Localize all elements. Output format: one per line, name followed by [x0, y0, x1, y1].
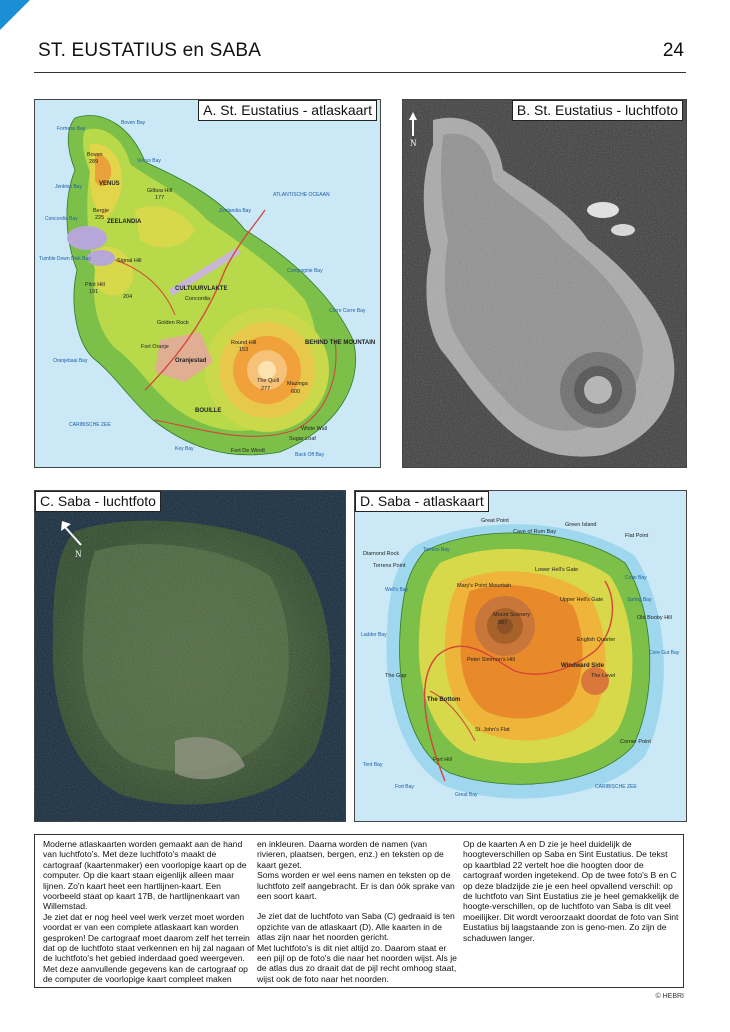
- panel-b-aerial-photo: [402, 99, 687, 468]
- map-label: Lower Hell's Gate: [535, 567, 579, 573]
- paragraph: Moderne atlaskaarten worden gemaakt aan de hand van luchtfoto's. Met deze luchtfoto's maakt de cartograaf (kaartenmaker) een voorlopige kaart op de computer. Op die kaart staan eigenlijk alleen maar lijnen. Zo'n kaart heet een hartlijnen-kaart. Een voorbeeld staat op kaart 17B, de hartlijnenkaart van Willemstad.: [43, 839, 247, 912]
- sea-label: CARIBISCHE ZEE: [69, 422, 111, 428]
- north-marker: N: [75, 549, 82, 559]
- sea-label: Zeelandia Bay: [219, 208, 251, 214]
- map-label: Cave of Rum Bay: [513, 529, 557, 535]
- paragraph: Op de kaarten A en D zie je heel duidelijk de hoogteverschillen op Saba en Sint Eustatius. De tekst op kaartblad 22 vertelt hoe die hoogten door de cartograaf worden ingetekend. Op de twee foto's B en C op deze bladzijde zie je een heel opvallend verschil: op de luchtfoto van Sint Eustatius zie je heel gemakkelijk de hoogte-verschillen, op de luchtfoto van Saba is dit veel moeilijker. Dit wordt veroorzaakt doordat de foto van Sint Eustatius bij laagstaande zon is geno-men. Zo zijn de schaduwen langer.: [463, 839, 679, 943]
- sea-label: Fortress Bay: [57, 126, 86, 132]
- paragraph: en inkleuren. Daarna worden de namen (van rivieren, plaatsen, bergen, enz.) en teksten op de kaart gezet.: [257, 839, 444, 870]
- map-label: Corner Point: [620, 739, 651, 745]
- saba-map: [355, 491, 686, 821]
- map-label: Signal Hill: [117, 258, 142, 264]
- map-label: Concordia: [185, 296, 211, 302]
- sea-label: Tent Bay: [363, 762, 383, 768]
- map-label: Round Hill: [231, 340, 257, 346]
- map-label: BEHIND THE MOUNTAIN: [305, 340, 376, 346]
- map-label: Sugar Loaf: [289, 436, 316, 442]
- paragraph: Je ziet dat er nog heel veel werk verzet moet worden voordat er van een complete atlaskaart kan worden gesproken! De cartograaf moet daarom zelf het terrein dat op de luchtfoto staat verkennen en hij zal nagaan of de luchtfoto's het gebied inderdaad goed weergeven. Met deze aanvullende gegevens kan de cartograaf op de computer de voorlopige kaart compleet maken: [43, 911, 255, 985]
- map-label: Windward Side: [561, 663, 604, 669]
- map-label: Fort De Windt: [231, 448, 265, 454]
- map-label: Upper Hell's Gate: [560, 597, 604, 603]
- map-label: 204: [123, 294, 133, 300]
- sea-label: Oranjebaai Bay: [53, 358, 88, 364]
- panel-d-label: D. Saba - atlaskaart: [355, 491, 489, 512]
- panel-d-atlas-map: [354, 490, 687, 822]
- st-eustatius-map: [35, 100, 380, 467]
- map-label: VENUS: [99, 181, 120, 187]
- map-label: Diamond Rock: [363, 551, 400, 557]
- map-label: Gilboa Hill: [147, 188, 173, 194]
- panel-c-aerial-photo: [34, 490, 346, 822]
- map-label: Green Island: [565, 522, 597, 528]
- map-label: Mount Scenery: [493, 612, 530, 618]
- sea-label: Fort Bay: [395, 784, 414, 790]
- sea-label: Spring Bay: [627, 597, 652, 603]
- sea-label: Tumble Down Dick Bay: [39, 256, 91, 262]
- map-label: Peter Simmon's Hill: [467, 657, 515, 663]
- map-label: The Bottom: [427, 697, 461, 703]
- sea-label: Cove Bay: [625, 575, 647, 581]
- map-label: 289: [89, 159, 99, 165]
- map-label: The Gap: [385, 673, 407, 679]
- page-title: ST. EUSTATIUS en SABA: [38, 40, 262, 61]
- panel-a-atlas-map: [34, 99, 381, 468]
- text-column-3: [463, 839, 679, 943]
- saba-photo: [35, 491, 345, 821]
- map-label: Old Booby Hill: [637, 615, 672, 621]
- map-label: 153: [239, 347, 249, 353]
- sea-label: ATLANTISCHE OCEAAN: [273, 192, 330, 198]
- map-label: Great Point: [481, 518, 509, 524]
- copyright: © HEBRI: [655, 993, 684, 1000]
- sea-label: Venus Bay: [137, 158, 161, 164]
- map-label: St. John's Flat: [475, 727, 510, 733]
- header-rule: [34, 72, 686, 73]
- sea-label: Back Off Bay: [295, 452, 325, 458]
- map-label: Oranjestad: [175, 358, 207, 364]
- text-column-1: [43, 839, 255, 985]
- map-label: 600: [291, 389, 301, 395]
- map-label: The Level: [591, 673, 616, 679]
- sea-label: Concordia Bay: [45, 216, 78, 222]
- map-label: BOUILLE: [195, 408, 222, 414]
- map-label: Fort Hill: [433, 757, 452, 763]
- panel-b-label: B. St. Eustatius - luchtfoto: [512, 100, 683, 121]
- sea-label: Corre Corre Bay: [329, 308, 366, 314]
- sea-label: Ladder Bay: [361, 632, 387, 638]
- sea-label: Great Bay: [455, 792, 478, 798]
- map-label: The Quill: [257, 378, 280, 384]
- map-label: Pilot Hill: [85, 282, 105, 288]
- map-label: Torrens Point: [373, 563, 406, 569]
- sea-label: Core Gut Bay: [649, 650, 680, 656]
- sea-label: Key Bay: [175, 446, 194, 452]
- map-label: English Quarter: [577, 637, 616, 643]
- map-label: 225: [95, 215, 105, 221]
- map-label: 277: [261, 386, 271, 392]
- sea-label: Well's Bay: [385, 587, 409, 593]
- map-label: Flat Point: [625, 533, 649, 539]
- sea-label: Compagnie Bay: [287, 268, 323, 274]
- map-label: 887: [498, 620, 508, 626]
- map-label: Mazinga: [287, 381, 308, 387]
- st-eustatius-photo: [403, 100, 686, 467]
- map-label: Mary's Point Mountain: [457, 583, 512, 589]
- map-label: Fort Oranje: [141, 344, 169, 350]
- map-label: Golden Rock: [157, 320, 189, 326]
- paragraph: Met luchtfoto's is dit niet altijd zo. Daarom staat er een pijl op de foto's die naar het noorden wijst. Als je de atlas dus zo draait dat de pijl recht omhoog staat, wijst ook de foto naar het noorden.: [257, 942, 457, 984]
- north-marker: N: [410, 138, 417, 148]
- map-label: CULTUURVLAKTE: [175, 286, 228, 292]
- map-label: White Wall: [301, 426, 328, 432]
- map-label: ZEELANDIA: [107, 219, 142, 225]
- map-label: Boven: [87, 152, 103, 158]
- map-label: Bergje: [93, 208, 109, 214]
- sea-label: Boven Bay: [121, 120, 146, 126]
- explanation-textbox: [34, 834, 684, 988]
- page-number: 24: [662, 40, 684, 61]
- map-label: 177: [155, 195, 165, 201]
- text-column-2: [257, 839, 457, 984]
- panel-a-label: A. St. Eustatius - atlaskaart: [198, 100, 377, 121]
- sea-label: CARIBISCHE ZEE: [595, 784, 637, 790]
- paragraph: Soms worden er wel eens namen en teksten op de luchtfoto zelf aangebracht. Er is dan óók sprake van een soort kaart.: [257, 870, 455, 902]
- paragraph: Je ziet dat de luchtfoto van Saba (C) gedraaid is ten opzichte van de atlaskaart (D). Alle kaarten in de atlas zijn naar het noorden gericht.: [257, 911, 455, 943]
- corner-accent: [0, 0, 30, 30]
- sea-label: Jenkins Bay: [55, 184, 82, 190]
- map-label: 191: [89, 289, 99, 295]
- sea-label: Torrens Bay: [423, 547, 450, 553]
- panel-c-label: C. Saba - luchtfoto: [35, 491, 161, 512]
